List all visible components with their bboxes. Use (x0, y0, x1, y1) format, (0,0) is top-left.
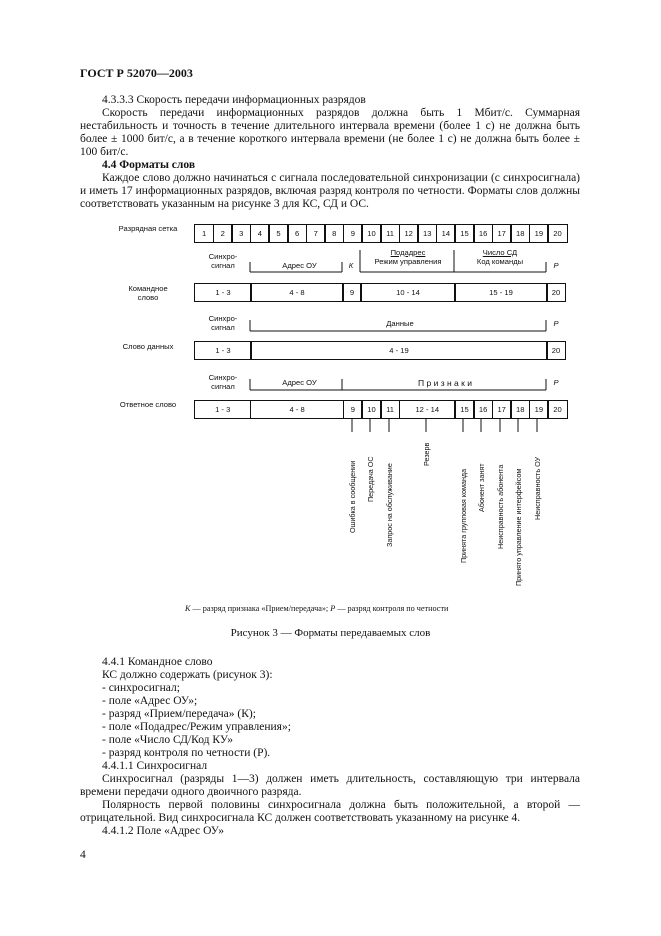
section-4-4-heading: 4.4 Форматы слов (102, 159, 196, 171)
bit-cell: 20 (547, 224, 567, 243)
cmd-sync-label: Синхро-сигнал (208, 252, 238, 270)
resp-cell: 15 (454, 400, 474, 419)
data-cell-parity: 20 (546, 341, 566, 360)
list-item: - поле «Число СД/Код КУ» (102, 734, 234, 746)
bit-cell: 1 (194, 224, 214, 243)
bit-cell: 15 (454, 224, 474, 243)
bit-cell: 17 (492, 224, 512, 243)
page-number: 4 (80, 849, 86, 861)
section-4-4-1-heading: 4.4.1 Командное слово (102, 656, 213, 668)
list-item: - синхросигнал; (102, 682, 180, 694)
section-4-4-1-2-heading: 4.4.1.2 Поле «Адрес ОУ» (102, 825, 224, 837)
bit-cell: 10 (361, 224, 381, 243)
flag-subscriber-fault: Неисправность абонента (496, 464, 505, 549)
section-4-4-1-1-text2: Полярность первой половины синхросигнала должна быть положительной, а второй — отрицательной. Вид синхросигнала КС должен соответствовать указанному на рисунке 4. (80, 799, 580, 824)
cmd-cell-count: 15 - 19 (454, 283, 548, 302)
resp-cell: 1 - 3 (194, 400, 251, 419)
cmd-subaddress-label: Подадрес (390, 248, 426, 257)
figure-legend: К — разряд признака «Прием/передача»; Р — разряд контроля по четности (185, 604, 449, 613)
section-4-3-3-3-text: Скорость передачи информационных разрядов должна быть 1 Мбит/с. Суммарная нестабильность и точность в течение длительного интервала времени (более 1 с) не должна быть более ± 1000 бит/с, а в течение короткого интервала времени (не более 1 с) не должна быть более ± 100 бит/с. (80, 107, 580, 158)
section-4-4-1-intro: КС должно содержать (рисунок 3): (102, 669, 273, 681)
bit-cell: 14 (436, 224, 456, 243)
cmd-address-label: Адрес ОУ (282, 261, 317, 270)
bit-cell: 4 (250, 224, 270, 243)
row-label-bits: Разрядная сетка (118, 224, 178, 233)
resp-cell: 12 - 14 (399, 400, 456, 419)
flag-reserve: Резерв (422, 442, 431, 466)
list-item: - поле «Подадрес/Режим управления»; (102, 721, 291, 733)
bit-cell: 6 (287, 224, 307, 243)
bit-cell: 19 (529, 224, 549, 243)
data-p-label: Р (553, 319, 559, 328)
data-cell-data: 4 - 19 (250, 341, 548, 360)
flag-transmit-os: Передача ОС (366, 456, 375, 502)
flag-message-error: Ошибка в сообщении (348, 460, 357, 533)
resp-cell: 9 (343, 400, 363, 419)
section-4-4-1-1-text1: Синхросигнал (разряды 1—3) должен иметь длительность, составляющую три интервала времени передачи одного двоичного разряда. (80, 773, 580, 798)
resp-cell: 11 (380, 400, 400, 419)
resp-p-label: Р (553, 378, 559, 387)
bit-cell: 2 (213, 224, 233, 243)
flag-service-request: Запрос на обслуживание (385, 463, 394, 547)
cmd-cell-sync: 1 - 3 (194, 283, 252, 302)
row-label-data-word: Слово данных (122, 342, 174, 351)
bit-cell: 12 (399, 224, 419, 243)
resp-cell: 19 (529, 400, 549, 419)
resp-cell: 20 (547, 400, 567, 419)
figure-caption: Рисунок 3 — Форматы передаваемых слов (230, 627, 431, 639)
bit-cell: 18 (510, 224, 530, 243)
cmd-cell-subaddress: 10 - 14 (360, 283, 456, 302)
section-4-4-text: Каждое слово должно начинаться с сигнала последовательной синхронизации (с синхросигнала) и иметь 17 информационных разрядов, включая разряд контроля по четности. Форматы слов должны соответствовать указанным на рисунке 3 для КС, СД и ОС. (80, 172, 580, 210)
bit-cell: 3 (231, 224, 251, 243)
resp-address-label: Адрес ОУ (282, 378, 317, 387)
data-sync-label: Синхро-сигнал (208, 314, 238, 332)
bit-cell: 8 (324, 224, 344, 243)
bit-cell: 16 (473, 224, 493, 243)
cmd-cell-k: 9 (342, 283, 362, 302)
flag-interface-control: Принято управление интерфейсом (514, 468, 523, 586)
flag-ou-fault: Неисправность ОУ (533, 456, 542, 520)
resp-cell: 4 - 8 (250, 400, 345, 419)
row-label-response-word: Ответное слово (119, 400, 177, 409)
data-data-label: Данные (386, 319, 414, 328)
bit-cell: 11 (380, 224, 400, 243)
section-4-3-3-3-heading: 4.3.3.3 Скорость передачи информационных разрядов (102, 94, 366, 106)
bit-cell: 5 (268, 224, 288, 243)
list-item: - разряд «Прием/передача» (К); (102, 708, 256, 720)
cmd-p-label: Р (553, 261, 559, 270)
bit-cell: 13 (417, 224, 437, 243)
bit-cell: 7 (306, 224, 326, 243)
section-4-4-1-1-heading: 4.4.1.1 Синхросигнал (102, 760, 208, 772)
bit-cell: 9 (343, 224, 363, 243)
resp-flags-label: П р и з н а к и (418, 378, 472, 388)
data-cell-sync: 1 - 3 (194, 341, 252, 360)
resp-cell: 16 (473, 400, 493, 419)
cmd-code-label: Код команды (476, 257, 524, 266)
cmd-mode-label: Режим управления (374, 257, 442, 266)
resp-cell: 18 (510, 400, 530, 419)
cmd-count-label: Число СД (482, 248, 518, 257)
cmd-cell-address: 4 - 8 (250, 283, 344, 302)
list-item: - разряд контроля по четности (Р). (102, 747, 271, 759)
page-header: ГОСТ Р 52070—2003 (80, 66, 193, 80)
resp-cell: 17 (492, 400, 512, 419)
resp-cell: 10 (361, 400, 381, 419)
row-label-command-word: Командное слово (128, 284, 168, 302)
flag-group-command: Принята групповая команда (459, 468, 468, 563)
resp-sync-label: Синхро-сигнал (208, 373, 238, 391)
flag-subscriber-busy: Абонент занят (477, 463, 486, 512)
list-item: - поле «Адрес ОУ»; (102, 695, 198, 707)
cmd-k-label: К (348, 261, 354, 270)
cmd-cell-parity: 20 (546, 283, 566, 302)
